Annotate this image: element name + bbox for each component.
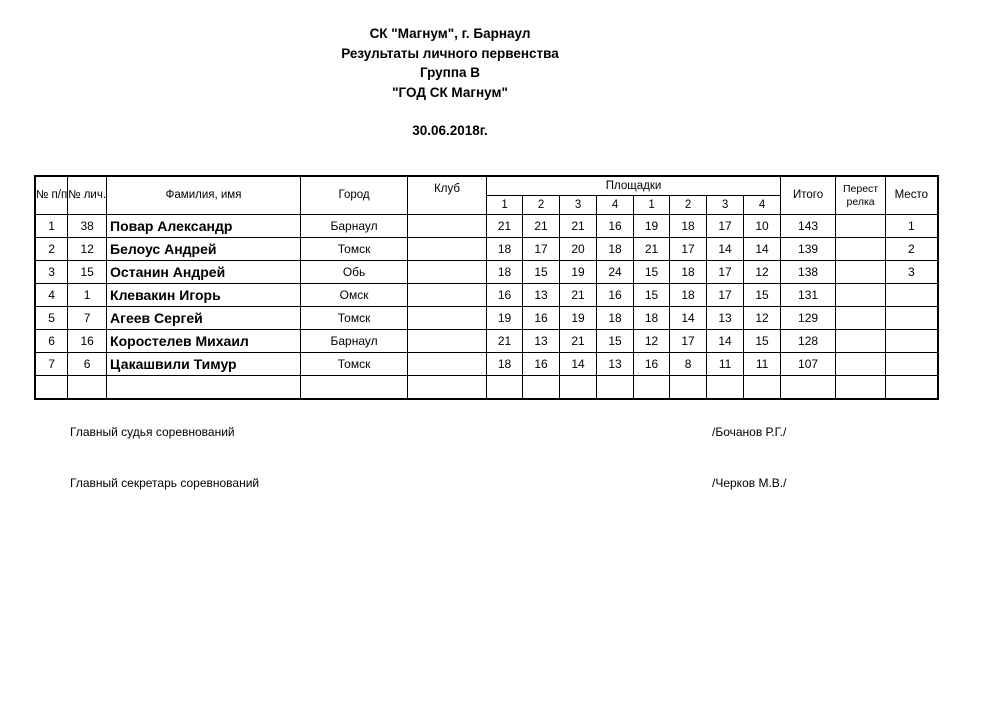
col-header-courts: Площадки bbox=[487, 176, 781, 196]
row-score: 18 bbox=[487, 238, 523, 261]
row-score: 17 bbox=[670, 238, 707, 261]
row-score: 13 bbox=[597, 353, 634, 376]
col-header-place: Место bbox=[886, 176, 938, 215]
table-row bbox=[35, 261, 938, 284]
row-score: 17 bbox=[523, 238, 560, 261]
row-score: 19 bbox=[487, 307, 523, 330]
table-row bbox=[35, 353, 938, 376]
table-row bbox=[35, 284, 938, 307]
results-table bbox=[34, 175, 939, 400]
row-place bbox=[886, 330, 938, 353]
row-score: 21 bbox=[560, 284, 597, 307]
row-total: 107 bbox=[781, 353, 836, 376]
row-name: Агеев Сергей bbox=[107, 307, 301, 330]
row-name: Останин Андрей bbox=[107, 261, 301, 284]
row-score: 13 bbox=[707, 307, 744, 330]
row-score: 15 bbox=[523, 261, 560, 284]
row-city: Барнаул bbox=[301, 330, 408, 353]
row-place bbox=[886, 353, 938, 376]
row-pp: 2 bbox=[35, 238, 68, 261]
row-score: 21 bbox=[634, 238, 670, 261]
row-score: 12 bbox=[744, 307, 781, 330]
row-name: Коростелев Михаил bbox=[107, 330, 301, 353]
club-title: СК "Магнум", г. Барнаул bbox=[369, 26, 531, 41]
row-replay bbox=[836, 238, 886, 261]
row-score: 16 bbox=[597, 284, 634, 307]
row-score: 18 bbox=[487, 353, 523, 376]
row-score: 21 bbox=[560, 215, 597, 238]
row-score: 15 bbox=[744, 284, 781, 307]
row-name: Повар Александр bbox=[107, 215, 301, 238]
row-score: 14 bbox=[744, 238, 781, 261]
row-total: 138 bbox=[781, 261, 836, 284]
row-replay bbox=[836, 330, 886, 353]
row-lich: 6 bbox=[68, 353, 107, 376]
row-replay bbox=[836, 284, 886, 307]
row-score: 13 bbox=[523, 284, 560, 307]
court-number: 1 bbox=[487, 196, 523, 215]
row-place: 3 bbox=[886, 261, 938, 284]
chief-secretary-name: /Черков М.В./ bbox=[712, 476, 787, 490]
row-score: 17 bbox=[707, 261, 744, 284]
row-score: 15 bbox=[597, 330, 634, 353]
row-score: 15 bbox=[744, 330, 781, 353]
row-score: 19 bbox=[560, 261, 597, 284]
row-score: 14 bbox=[670, 307, 707, 330]
chief-judge-label: Главный судья соревнований bbox=[70, 425, 235, 439]
row-lich: 38 bbox=[68, 215, 107, 238]
row-pp: 4 bbox=[35, 284, 68, 307]
row-club bbox=[408, 353, 487, 376]
row-score: 16 bbox=[597, 215, 634, 238]
row-club bbox=[408, 284, 487, 307]
row-score: 21 bbox=[487, 330, 523, 353]
row-score: 19 bbox=[634, 215, 670, 238]
row-city: Омск bbox=[301, 284, 408, 307]
col-header-num-pp: № п/п bbox=[35, 176, 68, 215]
row-score: 19 bbox=[560, 307, 597, 330]
row-score: 16 bbox=[523, 307, 560, 330]
row-score: 10 bbox=[744, 215, 781, 238]
group-title: Группа В bbox=[419, 65, 481, 80]
row-score: 11 bbox=[707, 353, 744, 376]
row-score: 14 bbox=[707, 330, 744, 353]
row-total: 128 bbox=[781, 330, 836, 353]
row-city: Томск bbox=[301, 238, 408, 261]
row-name: Клевакин Игорь bbox=[107, 284, 301, 307]
row-score: 18 bbox=[597, 307, 634, 330]
court-number: 4 bbox=[597, 196, 634, 215]
row-club bbox=[408, 330, 487, 353]
row-score: 18 bbox=[670, 261, 707, 284]
row-name: Цакашвили Тимур bbox=[107, 353, 301, 376]
row-score: 20 bbox=[560, 238, 597, 261]
court-number: 2 bbox=[523, 196, 560, 215]
row-name: Белоус Андрей bbox=[107, 238, 301, 261]
row-score: 18 bbox=[670, 215, 707, 238]
row-pp: 1 bbox=[35, 215, 68, 238]
row-score: 18 bbox=[487, 261, 523, 284]
row-score: 24 bbox=[597, 261, 634, 284]
row-score: 11 bbox=[744, 353, 781, 376]
row-score: 21 bbox=[487, 215, 523, 238]
row-place: 1 bbox=[886, 215, 938, 238]
row-score: 17 bbox=[670, 330, 707, 353]
col-header-replay: Перест релка bbox=[836, 176, 886, 215]
row-place bbox=[886, 307, 938, 330]
row-pp: 3 bbox=[35, 261, 68, 284]
row-score: 16 bbox=[487, 284, 523, 307]
row-score: 15 bbox=[634, 284, 670, 307]
row-score: 18 bbox=[634, 307, 670, 330]
row-score: 16 bbox=[634, 353, 670, 376]
table-row bbox=[35, 238, 938, 261]
row-lich: 12 bbox=[68, 238, 107, 261]
row-score: 18 bbox=[670, 284, 707, 307]
row-pp: 7 bbox=[35, 353, 68, 376]
row-total: 129 bbox=[781, 307, 836, 330]
row-score: 8 bbox=[670, 353, 707, 376]
event-title: "ГОД СК Магнум" bbox=[392, 84, 508, 100]
row-replay bbox=[836, 215, 886, 238]
row-total: 139 bbox=[781, 238, 836, 261]
row-score: 15 bbox=[634, 261, 670, 284]
row-city: Обь bbox=[301, 261, 408, 284]
row-city: Томск bbox=[301, 307, 408, 330]
row-total: 143 bbox=[781, 215, 836, 238]
court-number: 1 bbox=[634, 196, 670, 215]
row-score: 12 bbox=[634, 330, 670, 353]
row-lich: 7 bbox=[68, 307, 107, 330]
row-club bbox=[408, 215, 487, 238]
col-header-num-lich: № лич. bbox=[68, 176, 107, 215]
row-replay bbox=[836, 353, 886, 376]
table-row bbox=[35, 330, 938, 353]
results-body bbox=[35, 215, 938, 400]
row-score: 21 bbox=[560, 330, 597, 353]
row-score: 14 bbox=[707, 238, 744, 261]
col-header-total: Итого bbox=[781, 176, 836, 215]
row-replay bbox=[836, 261, 886, 284]
row-total: 131 bbox=[781, 284, 836, 307]
row-place: 2 bbox=[886, 238, 938, 261]
row-score: 17 bbox=[707, 284, 744, 307]
event-date: 30.06.2018г. bbox=[412, 123, 488, 138]
table-row bbox=[35, 215, 938, 238]
row-score: 17 bbox=[707, 215, 744, 238]
row-score: 18 bbox=[597, 238, 634, 261]
chief-secretary-label: Главный секретарь соревнований bbox=[70, 476, 260, 490]
row-score: 16 bbox=[523, 353, 560, 376]
court-number: 4 bbox=[744, 196, 781, 215]
row-lich: 15 bbox=[68, 261, 107, 284]
chief-judge-name: /Бочанов Р.Г./ bbox=[712, 425, 787, 439]
row-club bbox=[408, 307, 487, 330]
row-pp: 5 bbox=[35, 307, 68, 330]
row-city: Томск bbox=[301, 353, 408, 376]
empty-row bbox=[35, 376, 938, 400]
court-number: 2 bbox=[670, 196, 707, 215]
row-club bbox=[408, 238, 487, 261]
row-pp: 6 bbox=[35, 330, 68, 353]
row-score: 12 bbox=[744, 261, 781, 284]
row-place bbox=[886, 284, 938, 307]
results-title: Результаты личного первенства bbox=[341, 45, 559, 61]
row-score: 13 bbox=[523, 330, 560, 353]
row-city: Барнаул bbox=[301, 215, 408, 238]
table-row bbox=[35, 307, 938, 330]
document-header bbox=[0, 24, 900, 141]
col-header-club: Клуб bbox=[408, 176, 487, 215]
court-number: 3 bbox=[560, 196, 597, 215]
row-score: 21 bbox=[523, 215, 560, 238]
row-score: 14 bbox=[560, 353, 597, 376]
row-club bbox=[408, 261, 487, 284]
court-number: 3 bbox=[707, 196, 744, 215]
row-replay bbox=[836, 307, 886, 330]
col-header-name: Фамилия, имя bbox=[107, 176, 301, 215]
row-lich: 16 bbox=[68, 330, 107, 353]
col-header-city: Город bbox=[301, 176, 408, 215]
row-lich: 1 bbox=[68, 284, 107, 307]
